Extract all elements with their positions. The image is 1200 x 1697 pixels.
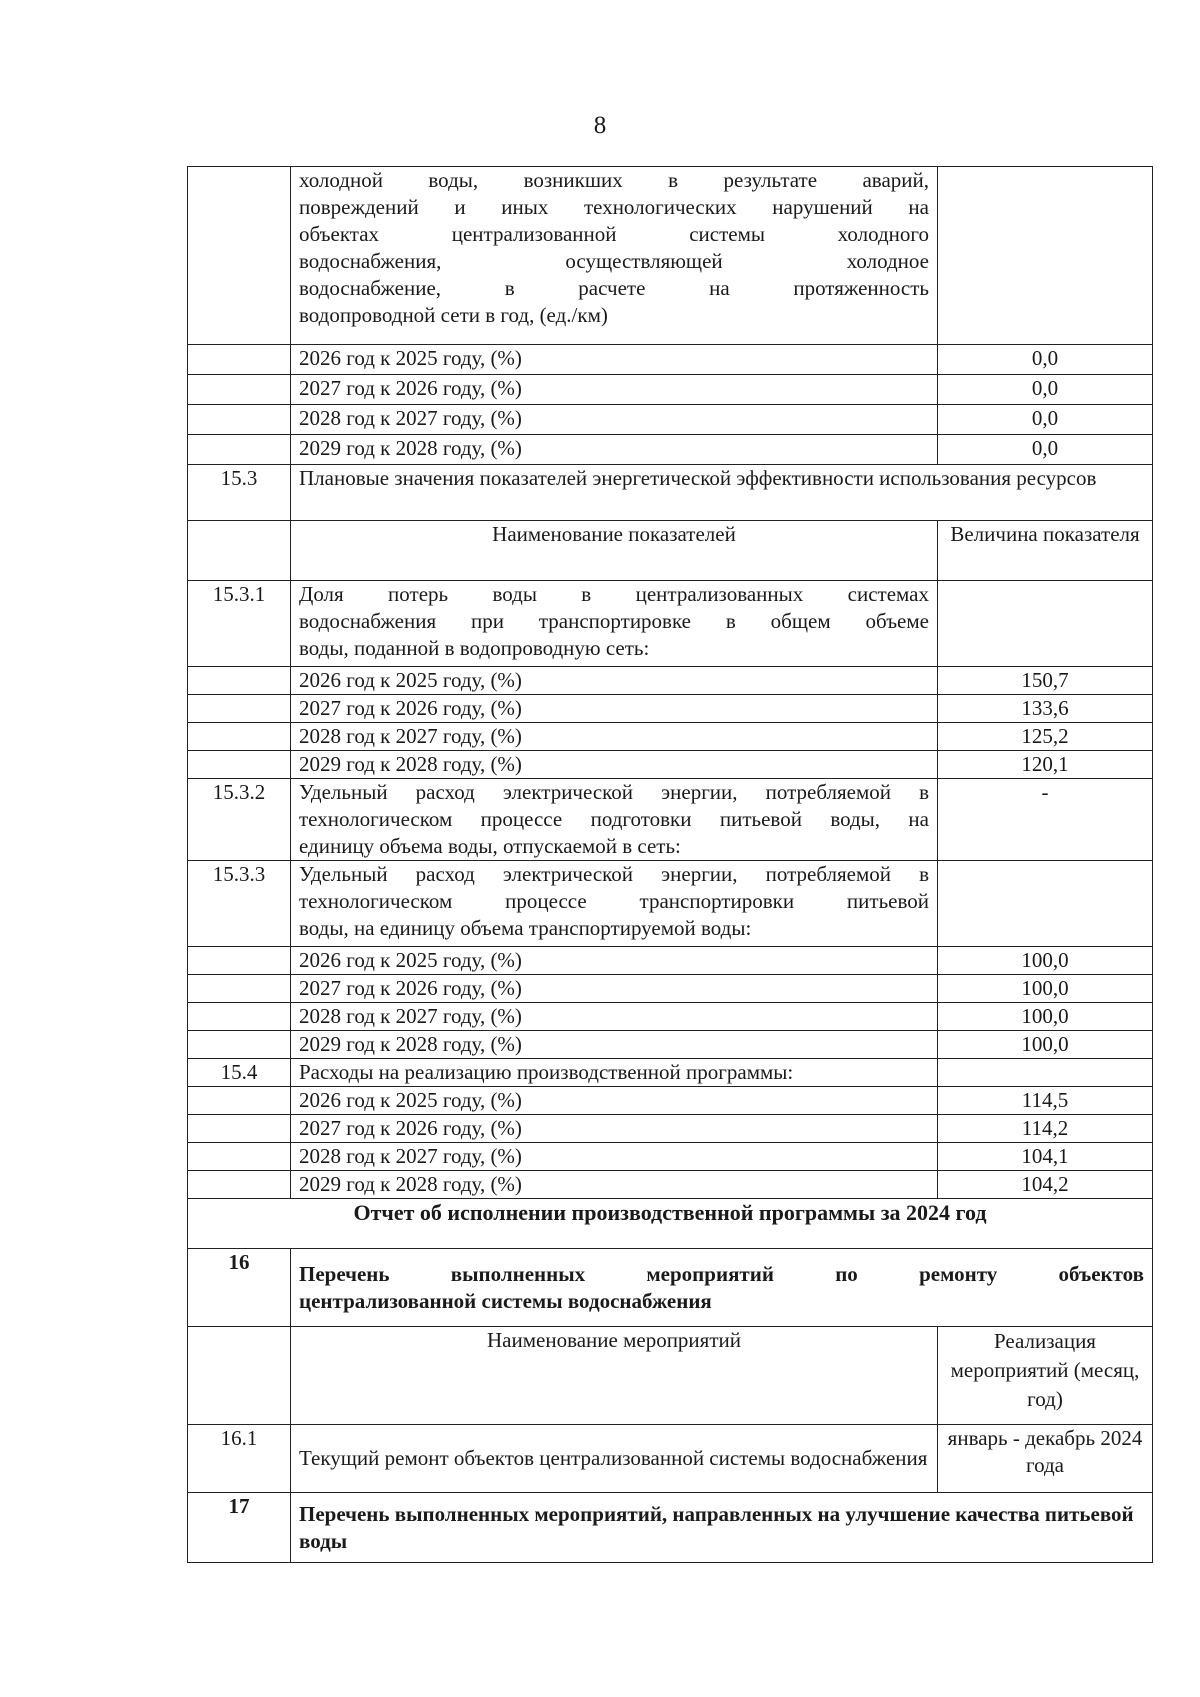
activity-period: январь - декабрь 2024 года <box>938 1425 1153 1493</box>
table-row <box>188 465 1153 521</box>
table-row <box>188 751 1153 779</box>
section-number: 15.3.2 <box>188 779 291 861</box>
section-number: 17 <box>188 1493 291 1563</box>
year-label: 2026 год к 2025 году, (%) <box>291 1087 938 1115</box>
indicators-table <box>187 166 1153 1563</box>
column-header-value: Реализация мероприятий (месяц, год) <box>938 1327 1153 1425</box>
section-number: 15.4 <box>188 1059 291 1087</box>
table-row <box>188 1003 1153 1031</box>
section-number: 15.3 <box>188 465 291 521</box>
table-row <box>188 435 1153 465</box>
table-row <box>188 667 1153 695</box>
year-label: 2028 год к 2027 году, (%) <box>291 1003 938 1031</box>
table-row <box>188 1143 1153 1171</box>
year-value: 120,1 <box>938 751 1153 779</box>
year-label: 2027 год к 2026 году, (%) <box>291 1115 938 1143</box>
section-number: 15.3.3 <box>188 861 291 947</box>
table-row <box>188 1493 1153 1563</box>
year-label: 2029 год к 2028 году, (%) <box>291 435 938 465</box>
table-row <box>188 1171 1153 1199</box>
year-label: 2027 год к 2026 году, (%) <box>291 375 938 405</box>
indicator-text: Доля потерь воды в централизованных системах водоснабжения при транспортировке в общем объеме воды, поданной в водопроводную сеть: <box>291 581 938 667</box>
table-row <box>188 1031 1153 1059</box>
year-label: 2029 год к 2028 году, (%) <box>291 1031 938 1059</box>
column-header-value: Величина показателя <box>938 521 1153 581</box>
table-row <box>188 1249 1153 1327</box>
table-row <box>188 975 1153 1003</box>
table-row <box>188 521 1153 581</box>
table-row <box>188 1059 1153 1087</box>
table-row <box>188 167 1153 345</box>
year-value: 0,0 <box>938 345 1153 375</box>
year-label: 2027 год к 2026 году, (%) <box>291 975 938 1003</box>
year-value: 0,0 <box>938 435 1153 465</box>
year-value: 114,5 <box>938 1087 1153 1115</box>
table-row <box>188 1327 1153 1425</box>
table-row <box>188 405 1153 435</box>
indicator-text: Удельный расход электрической энергии, потребляемой в технологическом процессе транспортировки питьевой воды, на единицу объема транспортируемой воды: <box>291 861 938 947</box>
section-number: 16 <box>188 1249 291 1327</box>
column-header-name: Наименование мероприятий <box>291 1327 938 1425</box>
section-number: 15.3.1 <box>188 581 291 667</box>
indicator-value: - <box>938 779 1153 861</box>
intro-text: холодной воды, возникших в результате аварий, повреждений и иных технологических нарушений на объектах централизованной системы холодного водоснабжения, осуществляющей холодное водоснабжение, в расчете на протяженность водопроводной сети в год, (ед./км) <box>291 167 938 345</box>
table-row <box>188 375 1153 405</box>
section-title: Расходы на реализацию производственной программы: <box>291 1059 938 1087</box>
column-header-name: Наименование показателей <box>291 521 938 581</box>
year-label: 2029 год к 2028 году, (%) <box>291 1171 938 1199</box>
year-value: 114,2 <box>938 1115 1153 1143</box>
year-label: 2026 год к 2025 году, (%) <box>291 345 938 375</box>
table-row <box>188 1199 1153 1249</box>
year-label: 2026 год к 2025 году, (%) <box>291 667 938 695</box>
table-row <box>188 1087 1153 1115</box>
section-title: Перечень выполненных мероприятий, направленных на улучшение качества питьевой воды <box>291 1493 1153 1563</box>
table-row <box>188 345 1153 375</box>
year-label: 2028 год к 2027 году, (%) <box>291 405 938 435</box>
section-title: Плановые значения показателей энергетической эффективности использования ресурсов <box>291 465 1153 521</box>
table-row <box>188 723 1153 751</box>
year-label: 2029 год к 2028 году, (%) <box>291 751 938 779</box>
table-row <box>188 581 1153 667</box>
table-row <box>188 1425 1153 1493</box>
year-value: 133,6 <box>938 695 1153 723</box>
year-label: 2026 год к 2025 году, (%) <box>291 947 938 975</box>
table-row <box>188 1115 1153 1143</box>
table-row <box>188 695 1153 723</box>
table-row <box>188 779 1153 861</box>
page-number: 8 <box>593 112 607 139</box>
year-label: 2027 год к 2026 году, (%) <box>291 695 938 723</box>
year-value: 125,2 <box>938 723 1153 751</box>
table-row <box>188 947 1153 975</box>
year-label: 2028 год к 2027 году, (%) <box>291 1143 938 1171</box>
report-title: Отчет об исполнении производственной программы за 2024 год <box>188 1199 1153 1249</box>
year-value: 0,0 <box>938 375 1153 405</box>
year-value: 100,0 <box>938 1003 1153 1031</box>
year-value: 100,0 <box>938 947 1153 975</box>
section-title: Перечень выполненных мероприятий по ремонту объектов централизованной системы водоснабжения <box>291 1249 1153 1327</box>
activity-name: Текущий ремонт объектов централизованной системы водоснабжения <box>291 1425 938 1493</box>
year-label: 2028 год к 2027 году, (%) <box>291 723 938 751</box>
year-value: 100,0 <box>938 1031 1153 1059</box>
year-value: 100,0 <box>938 975 1153 1003</box>
indicator-text: Удельный расход электрической энергии, потребляемой в технологическом процессе подготовки питьевой воды, на единицу объема воды, отпускаемой в сеть: <box>291 779 938 861</box>
year-value: 104,1 <box>938 1143 1153 1171</box>
year-value: 150,7 <box>938 667 1153 695</box>
section-number: 16.1 <box>188 1425 291 1493</box>
year-value: 0,0 <box>938 405 1153 435</box>
year-value: 104,2 <box>938 1171 1153 1199</box>
table-row <box>188 861 1153 947</box>
